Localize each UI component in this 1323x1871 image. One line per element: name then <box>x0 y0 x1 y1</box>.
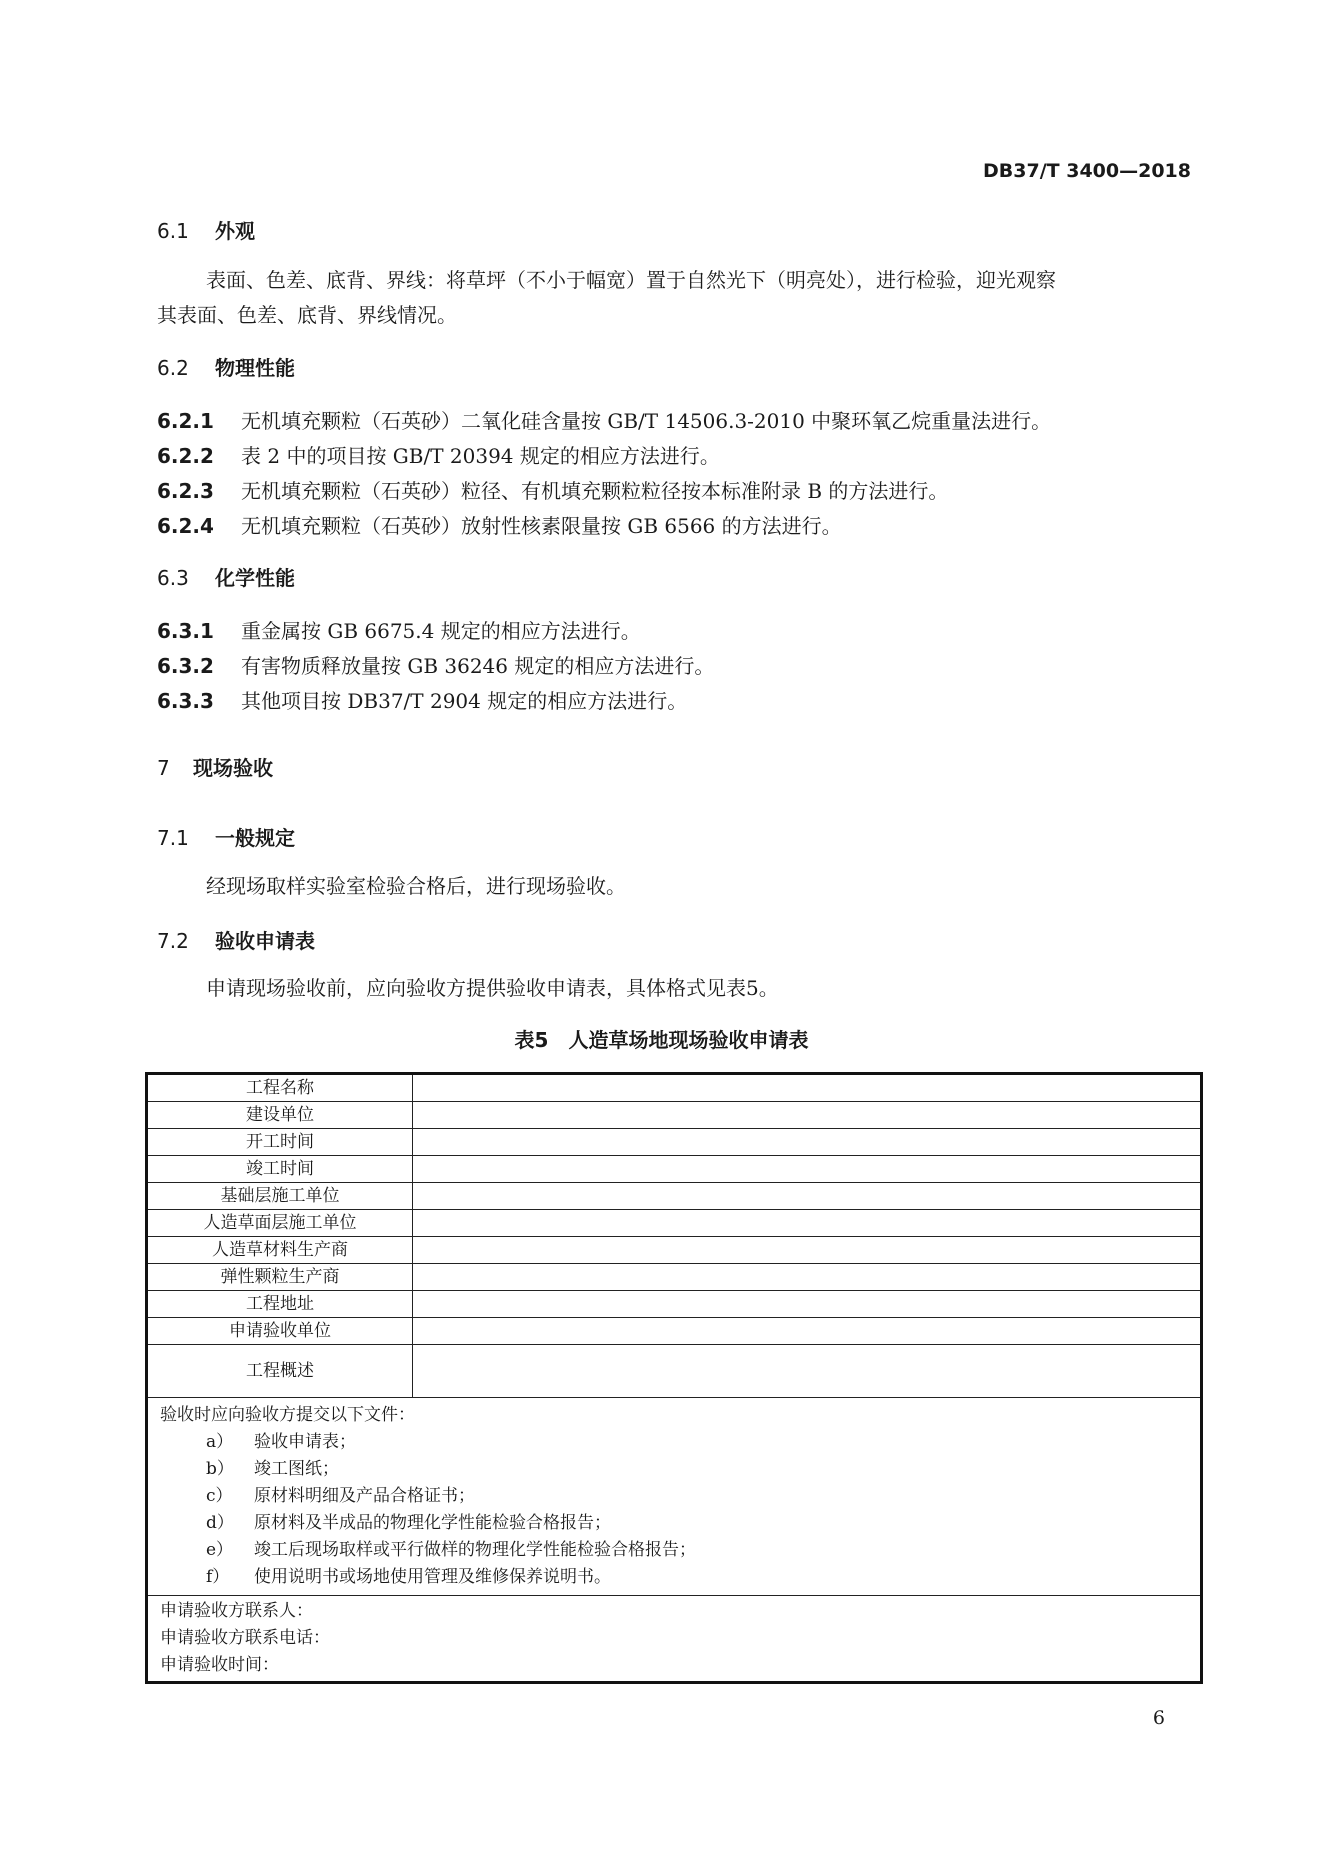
heading-6-1 <box>157 215 255 244</box>
list-text: 竣工图纸； <box>254 1459 339 1479</box>
list-item <box>160 1483 1188 1510</box>
list-item <box>160 1510 1188 1537</box>
application-time-field: 申请验收时间： <box>160 1655 279 1675</box>
list-item <box>160 1537 1188 1564</box>
clause-text: 无机填充颗粒（石英砂）放射性核素限量按 GB 6566 的方法进行。 <box>241 514 842 538</box>
list-marker: f） <box>206 1567 230 1587</box>
paragraph-line-2: 其表面、色差、底背、界线情况。 <box>157 303 457 327</box>
clause-6-2-2 <box>157 440 720 469</box>
row-label: 弹性颗粒生产商 <box>147 1264 413 1291</box>
heading-7 <box>157 752 273 781</box>
row-label: 人造草面层施工单位 <box>147 1210 413 1237</box>
table-caption: 表5 人造草场地现场验收申请表 <box>514 1028 809 1052</box>
page-number: 6 <box>1152 1707 1165 1729</box>
paragraph-7-1: 经现场取样实验室检验合格后，进行现场验收。 <box>206 874 626 898</box>
clause-6-2-3 <box>157 475 948 504</box>
value-cell <box>413 1318 1202 1345</box>
row-label: 工程名称 <box>147 1074 413 1102</box>
section-number: 6.3 <box>157 566 189 590</box>
clause-number: 6.3.2 <box>157 654 214 678</box>
value-cell <box>413 1210 1202 1237</box>
table-row <box>147 1129 1202 1156</box>
clause-text: 重金属按 GB 6675.4 规定的相应方法进行。 <box>241 619 641 643</box>
section-number: 7 <box>157 756 170 780</box>
required-documents <box>147 1398 1202 1596</box>
heading-6-3 <box>157 562 295 591</box>
row-label: 基础层施工单位 <box>147 1183 413 1210</box>
section-title: 验收申请表 <box>215 929 315 953</box>
table-row <box>147 1291 1202 1318</box>
clause-6-3-1 <box>157 615 641 644</box>
clause-number: 6.3.3 <box>157 689 214 713</box>
value-cell <box>413 1183 1202 1210</box>
clause-number: 6.2.1 <box>157 409 214 433</box>
row-label: 人造草材料生产商 <box>147 1237 413 1264</box>
list-text: 验收申请表； <box>254 1432 356 1452</box>
paragraph-7-2: 申请现场验收前，应向验收方提供验收申请表，具体格式见表5。 <box>206 976 779 1000</box>
table-row <box>147 1074 1202 1102</box>
applicant-contacts <box>147 1596 1202 1683</box>
row-label: 工程地址 <box>147 1291 413 1318</box>
section-title: 物理性能 <box>215 356 295 380</box>
clause-6-2-1 <box>157 405 1051 434</box>
list-item <box>160 1564 1188 1591</box>
clause-text: 其他项目按 DB37/T 2904 规定的相应方法进行。 <box>241 689 688 713</box>
section-title: 一般规定 <box>215 826 295 850</box>
table-row <box>147 1210 1202 1237</box>
section-number: 7.1 <box>157 826 189 850</box>
clause-text: 无机填充颗粒（石英砂）粒径、有机填充颗粒粒径按本标准附录 B 的方法进行。 <box>241 479 949 503</box>
value-cell <box>413 1074 1202 1102</box>
value-cell <box>413 1102 1202 1129</box>
list-marker: e） <box>206 1540 234 1560</box>
list-marker: a） <box>206 1432 234 1452</box>
clause-number: 6.3.1 <box>157 619 214 643</box>
table-row <box>147 1345 1202 1398</box>
table-row <box>147 1264 1202 1291</box>
clause-6-3-2 <box>157 650 714 679</box>
heading-7-2 <box>157 925 315 954</box>
clause-6-3-3 <box>157 685 687 714</box>
value-cell <box>413 1237 1202 1264</box>
heading-7-1 <box>157 822 295 851</box>
row-label: 开工时间 <box>147 1129 413 1156</box>
list-text: 使用说明书或场地使用管理及维修保养说明书。 <box>254 1567 611 1587</box>
section-number: 6.1 <box>157 219 189 243</box>
section-title: 现场验收 <box>193 756 273 780</box>
table-row <box>147 1183 1202 1210</box>
row-label: 竣工时间 <box>147 1156 413 1183</box>
list-marker: c） <box>206 1486 233 1506</box>
value-cell <box>413 1129 1202 1156</box>
list-item <box>160 1429 1188 1456</box>
acceptance-application-table <box>145 1072 1203 1684</box>
contacts-row <box>147 1596 1202 1683</box>
contact-person-field: 申请验收方联系人： <box>160 1601 313 1621</box>
row-label: 建设单位 <box>147 1102 413 1129</box>
clause-text: 无机填充颗粒（石英砂）二氧化硅含量按 GB/T 14506.3-2010 中聚环氧乙烷重量法进行。 <box>241 409 1052 433</box>
paragraph-6-1 <box>157 263 1194 333</box>
list-marker: d） <box>206 1513 234 1533</box>
heading-6-2 <box>157 352 295 381</box>
clause-number: 6.2.3 <box>157 479 214 503</box>
table-row <box>147 1156 1202 1183</box>
section-number: 7.2 <box>157 929 189 953</box>
list-item <box>160 1456 1188 1483</box>
row-label: 工程概述 <box>147 1345 413 1398</box>
list-text: 原材料及半成品的物理化学性能检验合格报告； <box>254 1513 611 1533</box>
clause-6-2-4 <box>157 510 842 539</box>
list-text: 原材料明细及产品合格证书； <box>254 1486 475 1506</box>
value-cell <box>413 1156 1202 1183</box>
clause-text: 表 2 中的项目按 GB/T 20394 规定的相应方法进行。 <box>241 444 720 468</box>
clause-number: 6.2.4 <box>157 514 214 538</box>
section-number: 6.2 <box>157 356 189 380</box>
section-title: 化学性能 <box>215 566 295 590</box>
list-text: 竣工后现场取样或平行做样的物理化学性能检验合格报告； <box>254 1540 696 1560</box>
clause-text: 有害物质释放量按 GB 36246 规定的相应方法进行。 <box>241 654 715 678</box>
clause-number: 6.2.2 <box>157 444 214 468</box>
value-cell <box>413 1291 1202 1318</box>
table-row <box>147 1318 1202 1345</box>
table-row <box>147 1237 1202 1264</box>
notes-row <box>147 1398 1202 1596</box>
paragraph-line-1: 表面、色差、底背、界线：将草坪（不小于幅宽）置于自然光下（明亮处），进行检验，迎光观察 <box>206 268 1056 292</box>
section-title: 外观 <box>215 219 255 243</box>
notes-title: 验收时应向验收方提交以下文件： <box>160 1405 415 1425</box>
row-label: 申请验收单位 <box>147 1318 413 1345</box>
contact-phone-field: 申请验收方联系电话： <box>160 1628 330 1648</box>
list-marker: b） <box>206 1459 234 1479</box>
value-cell <box>413 1264 1202 1291</box>
document-id: DB37/T 3400—2018 <box>983 160 1191 182</box>
table-row <box>147 1102 1202 1129</box>
value-cell <box>413 1345 1202 1398</box>
